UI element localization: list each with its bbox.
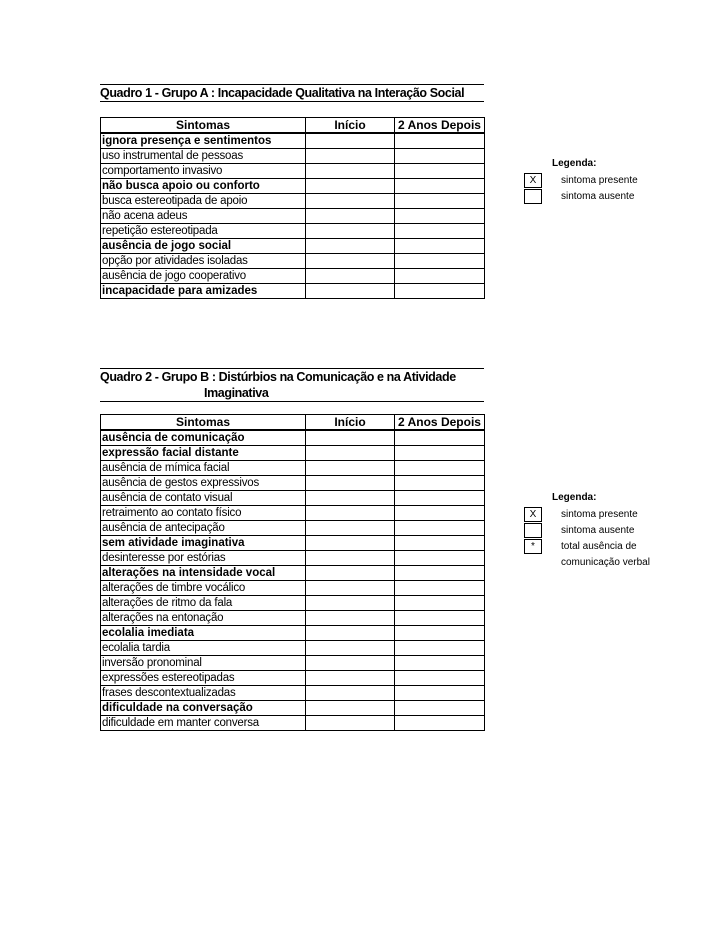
- symptom-label: ausência de antecipação: [101, 521, 306, 536]
- inicio-cell[interactable]: [306, 209, 395, 224]
- symptom-label: repetição estereotipada: [101, 224, 306, 239]
- symptom-row: [101, 194, 485, 209]
- header-sintomas: Sintomas: [101, 118, 306, 134]
- symptom-row: [101, 239, 485, 254]
- symptom-label: frases descontextualizadas: [101, 686, 306, 701]
- symptom-row: [101, 133, 485, 149]
- inicio-cell[interactable]: [306, 430, 395, 446]
- dois-anos-depois-cell[interactable]: [395, 284, 485, 299]
- dois-anos-depois-cell[interactable]: [395, 209, 485, 224]
- header-2-anos-depois: 2 Anos Depois: [395, 415, 485, 431]
- dois-anos-depois-cell[interactable]: [395, 269, 485, 284]
- dois-anos-depois-cell[interactable]: [395, 446, 485, 461]
- dois-anos-depois-cell[interactable]: [395, 476, 485, 491]
- quadro1-header-row: [101, 118, 485, 134]
- inicio-cell[interactable]: [306, 701, 395, 716]
- dois-anos-depois-cell[interactable]: [395, 521, 485, 536]
- inicio-cell[interactable]: [306, 506, 395, 521]
- legend-text: sintoma presente: [561, 509, 638, 520]
- inicio-cell[interactable]: [306, 536, 395, 551]
- dois-anos-depois-cell[interactable]: [395, 149, 485, 164]
- dois-anos-depois-cell[interactable]: [395, 194, 485, 209]
- quadro2-title: [100, 368, 484, 402]
- symptom-label: opção por atividades isoladas: [101, 254, 306, 269]
- symptom-label: ecolalia imediata: [101, 626, 306, 641]
- symptom-row: [101, 566, 485, 581]
- inicio-cell[interactable]: [306, 269, 395, 284]
- dois-anos-depois-cell[interactable]: [395, 254, 485, 269]
- dois-anos-depois-cell[interactable]: [395, 491, 485, 506]
- symptom-label: não busca apoio ou conforto: [101, 179, 306, 194]
- legend-mark-box: *: [524, 539, 542, 554]
- symptom-row: [101, 551, 485, 566]
- inicio-cell[interactable]: [306, 164, 395, 179]
- symptom-row: [101, 596, 485, 611]
- legend-mark-box: [524, 523, 542, 538]
- symptom-label: incapacidade para amizades: [101, 284, 306, 299]
- symptom-row: [101, 164, 485, 179]
- symptom-label: não acena adeus: [101, 209, 306, 224]
- symptom-row: [101, 224, 485, 239]
- dois-anos-depois-cell[interactable]: [395, 641, 485, 656]
- legend-text: total ausência de: [561, 541, 637, 552]
- inicio-cell[interactable]: [306, 491, 395, 506]
- symptom-label: ausência de mímica facial: [101, 461, 306, 476]
- symptom-label: dificuldade em manter conversa: [101, 716, 306, 731]
- dois-anos-depois-cell[interactable]: [395, 164, 485, 179]
- inicio-cell[interactable]: [306, 194, 395, 209]
- inicio-cell[interactable]: [306, 149, 395, 164]
- legend-item: [524, 507, 638, 523]
- symptom-label: alterações na intensidade vocal: [101, 566, 306, 581]
- legend-title: Legenda:: [552, 158, 597, 169]
- dois-anos-depois-cell[interactable]: [395, 461, 485, 476]
- symptom-label: ausência de jogo cooperativo: [101, 269, 306, 284]
- symptom-label: uso instrumental de pessoas: [101, 149, 306, 164]
- symptom-label: ignora presença e sentimentos: [101, 133, 306, 149]
- quadro2-legend: [524, 492, 650, 571]
- symptom-row: [101, 536, 485, 551]
- symptom-row: [101, 149, 485, 164]
- header-sintomas: Sintomas: [101, 415, 306, 431]
- symptom-row: [101, 476, 485, 491]
- symptom-row: [101, 506, 485, 521]
- symptom-label: alterações de ritmo da fala: [101, 596, 306, 611]
- inicio-cell[interactable]: [306, 566, 395, 581]
- inicio-cell[interactable]: [306, 641, 395, 656]
- quadro2-table: [100, 414, 485, 731]
- symptom-label: alterações na entonação: [101, 611, 306, 626]
- dois-anos-depois-cell[interactable]: [395, 566, 485, 581]
- symptom-row: [101, 611, 485, 626]
- quadro2-header-row: [101, 415, 485, 431]
- dois-anos-depois-cell[interactable]: [395, 430, 485, 446]
- legend-mark-box: X: [524, 507, 542, 522]
- dois-anos-depois-cell[interactable]: [395, 506, 485, 521]
- quadro2-title-line1: Quadro 2 - Grupo B : Distúrbios na Comunicação e na Atividade: [100, 370, 456, 384]
- dois-anos-depois-cell[interactable]: [395, 179, 485, 194]
- symptom-label: ausência de comunicação: [101, 430, 306, 446]
- symptom-label: ecolalia tardia: [101, 641, 306, 656]
- inicio-cell[interactable]: [306, 284, 395, 299]
- legend-item: [524, 555, 650, 571]
- legend-mark-box: [524, 189, 542, 204]
- quadro1-title: [100, 84, 484, 102]
- symptom-label: retraimento ao contato físico: [101, 506, 306, 521]
- symptom-label: alterações de timbre vocálico: [101, 581, 306, 596]
- symptom-label: comportamento invasivo: [101, 164, 306, 179]
- legend-item: [524, 523, 635, 539]
- inicio-cell[interactable]: [306, 671, 395, 686]
- dois-anos-depois-cell[interactable]: [395, 551, 485, 566]
- legend-text: sintoma ausente: [561, 525, 635, 536]
- quadro1-title-text: Quadro 1 - Grupo A : Incapacidade Qualitativa na Interação Social: [100, 86, 465, 100]
- symptom-row: [101, 656, 485, 671]
- inicio-cell[interactable]: [306, 596, 395, 611]
- symptom-label: ausência de contato visual: [101, 491, 306, 506]
- dois-anos-depois-cell[interactable]: [395, 656, 485, 671]
- header-inicio: Início: [306, 415, 395, 431]
- quadro1-legend: [524, 158, 638, 205]
- symptom-label: ausência de gestos expressivos: [101, 476, 306, 491]
- symptom-row: [101, 701, 485, 716]
- symptom-label: busca estereotipada de apoio: [101, 194, 306, 209]
- symptom-row: [101, 269, 485, 284]
- legend-item: [524, 539, 637, 555]
- legend-item: [524, 173, 638, 189]
- inicio-cell[interactable]: [306, 446, 395, 461]
- symptom-row: [101, 254, 485, 269]
- quadro1-table: [100, 117, 485, 299]
- header-2-anos-depois: 2 Anos Depois: [395, 118, 485, 134]
- symptom-label: expressões estereotipadas: [101, 671, 306, 686]
- inicio-cell[interactable]: [306, 626, 395, 641]
- legend-text: sintoma presente: [561, 175, 638, 186]
- symptom-row: [101, 430, 485, 446]
- symptom-label: inversão pronominal: [101, 656, 306, 671]
- inicio-cell[interactable]: [306, 716, 395, 731]
- legend-title: Legenda:: [552, 492, 597, 503]
- dois-anos-depois-cell[interactable]: [395, 133, 485, 149]
- symptom-row: [101, 581, 485, 596]
- symptom-label: ausência de jogo social: [101, 239, 306, 254]
- symptom-row: [101, 284, 485, 299]
- inicio-cell[interactable]: [306, 461, 395, 476]
- dois-anos-depois-cell[interactable]: [395, 671, 485, 686]
- symptom-row: [101, 209, 485, 224]
- inicio-cell[interactable]: [306, 133, 395, 149]
- inicio-cell[interactable]: [306, 239, 395, 254]
- dois-anos-depois-cell[interactable]: [395, 536, 485, 551]
- header-inicio: Início: [306, 118, 395, 134]
- inicio-cell[interactable]: [306, 656, 395, 671]
- inicio-cell[interactable]: [306, 581, 395, 596]
- legend-text: comunicação verbal: [561, 557, 650, 568]
- inicio-cell[interactable]: [306, 551, 395, 566]
- legend-text: sintoma ausente: [561, 191, 635, 202]
- symptom-row: [101, 179, 485, 194]
- dois-anos-depois-cell[interactable]: [395, 686, 485, 701]
- dois-anos-depois-cell[interactable]: [395, 224, 485, 239]
- symptom-label: dificuldade na conversação: [101, 701, 306, 716]
- symptom-row: [101, 491, 485, 506]
- symptom-row: [101, 521, 485, 536]
- symptom-row: [101, 671, 485, 686]
- inicio-cell[interactable]: [306, 611, 395, 626]
- inicio-cell[interactable]: [306, 254, 395, 269]
- inicio-cell[interactable]: [306, 476, 395, 491]
- inicio-cell[interactable]: [306, 521, 395, 536]
- symptom-label: sem atividade imaginativa: [101, 536, 306, 551]
- symptom-label: desinteresse por estórias: [101, 551, 306, 566]
- symptom-row: [101, 461, 485, 476]
- symptom-row: [101, 626, 485, 641]
- inicio-cell[interactable]: [306, 224, 395, 239]
- legend-mark-box: X: [524, 173, 542, 188]
- symptom-row: [101, 641, 485, 656]
- dois-anos-depois-cell[interactable]: [395, 596, 485, 611]
- dois-anos-depois-cell[interactable]: [395, 239, 485, 254]
- legend-item: [524, 189, 635, 205]
- symptom-row: [101, 446, 485, 461]
- inicio-cell[interactable]: [306, 179, 395, 194]
- symptom-row: [101, 686, 485, 701]
- dois-anos-depois-cell[interactable]: [395, 626, 485, 641]
- dois-anos-depois-cell[interactable]: [395, 581, 485, 596]
- symptom-row: [101, 716, 485, 731]
- inicio-cell[interactable]: [306, 686, 395, 701]
- symptom-label: expressão facial distante: [101, 446, 306, 461]
- dois-anos-depois-cell[interactable]: [395, 611, 485, 626]
- quadro2-title-line2: Imaginativa: [204, 386, 269, 400]
- dois-anos-depois-cell[interactable]: [395, 716, 485, 731]
- dois-anos-depois-cell[interactable]: [395, 701, 485, 716]
